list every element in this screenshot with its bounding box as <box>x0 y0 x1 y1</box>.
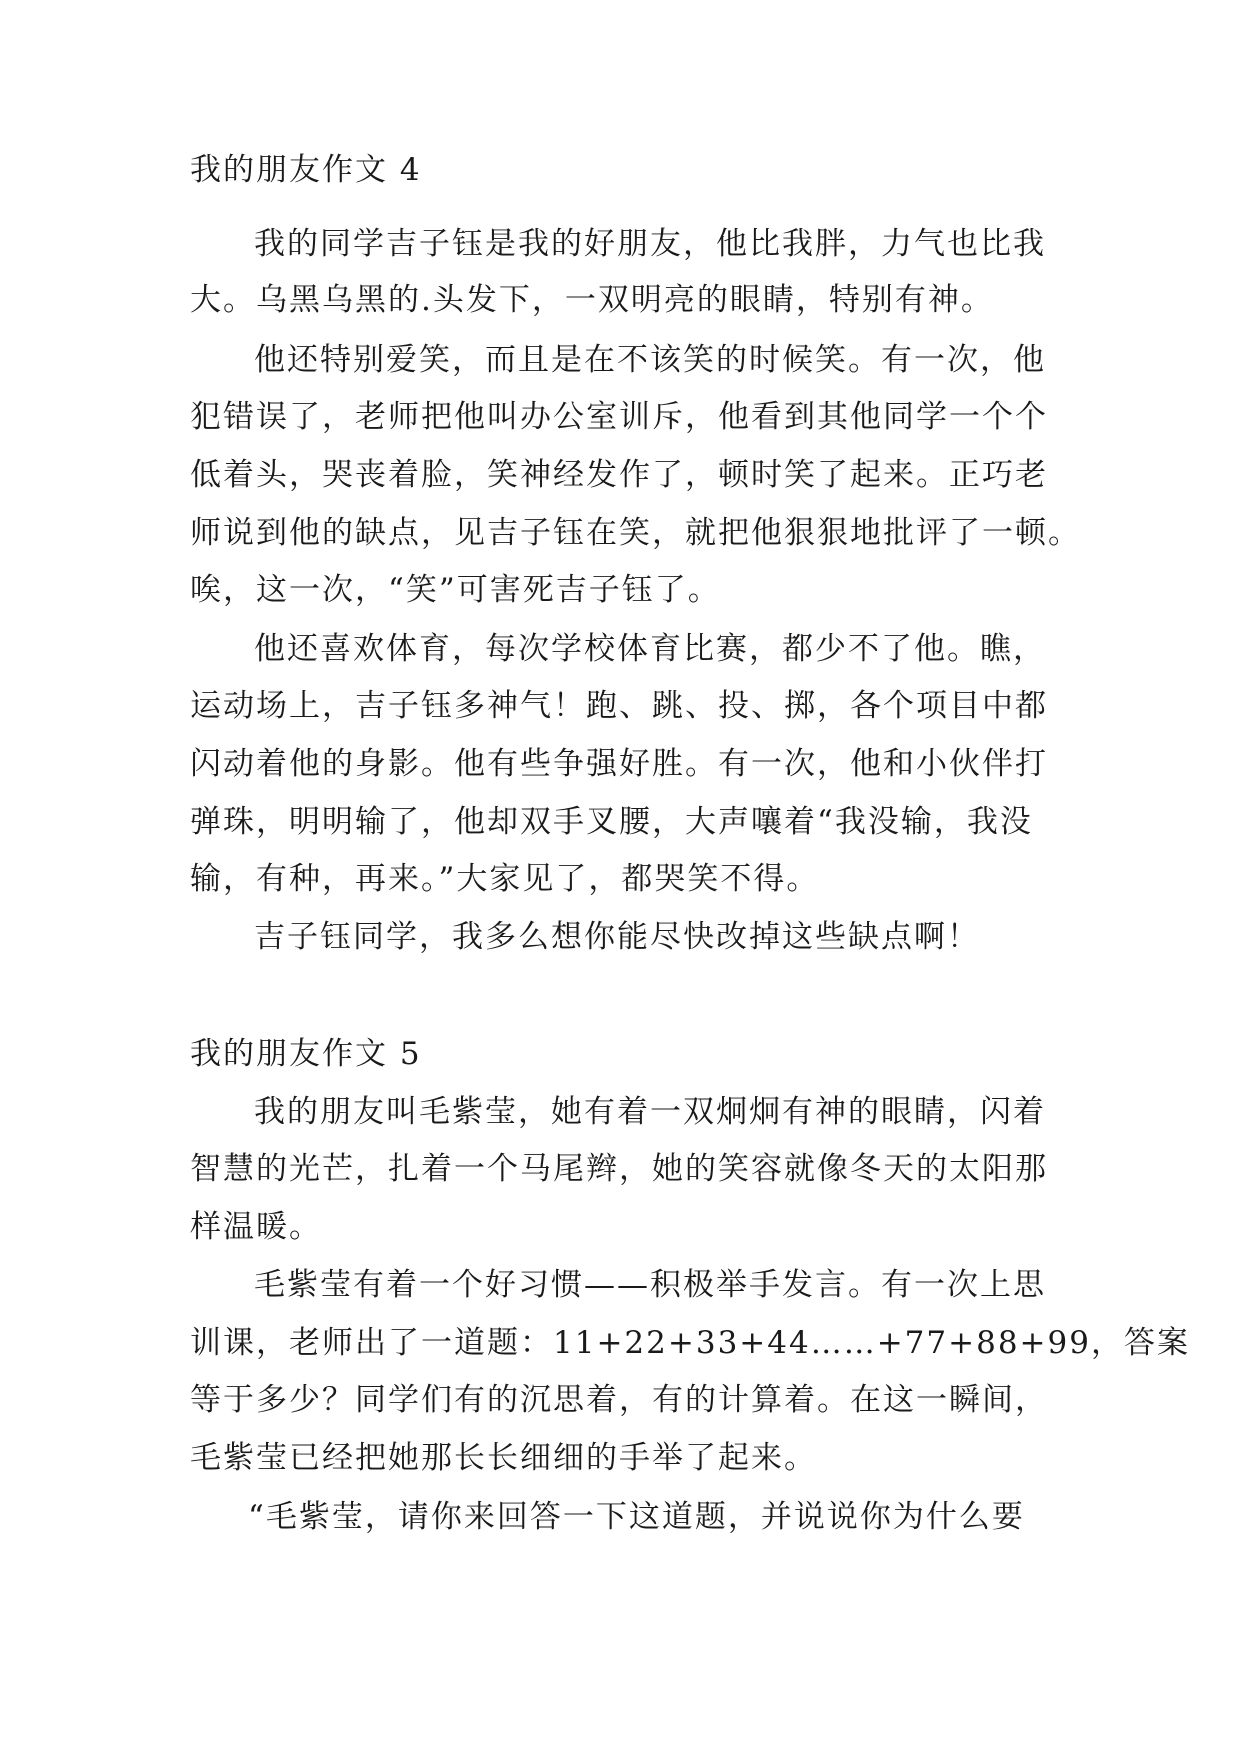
essay4-line: 弹珠，明明输了，他却双手叉腰，大声嚷着“我没输，我没 <box>190 804 1033 840</box>
essay5-line: 我的朋友叫毛紫莹，她有着一双炯炯有神的眼睛，闪着 <box>254 1094 1046 1130</box>
essay4-line: 输，有种，再来。”大家见了，都哭笑不得。 <box>190 861 820 897</box>
essay4-line: 我的同学吉子钰是我的好朋友，他比我胖，力气也比我 <box>254 226 1046 262</box>
essay4-line: 犯错误了，老师把他叫办公室训斥，他看到其他同学一个个 <box>190 399 1048 435</box>
essay4-line: 闪动着他的身影。他有些争强好胜。有一次，他和小伙伴打 <box>190 746 1048 782</box>
essay4-line: 他还特别爱笑，而且是在不该笑的时候笑。有一次，他 <box>254 342 1046 378</box>
essay4-line: 师说到他的缺点，见吉子钰在笑，就把他狠狠地批评了一顿。 <box>190 515 1081 551</box>
essay5-line: 智慧的光芒，扎着一个马尾辫，她的笑容就像冬天的太阳那 <box>190 1151 1048 1187</box>
essay4-line: 大。乌黑乌黑的.头发下，一双明亮的眼睛，特别有神。 <box>190 282 994 318</box>
essay5-line: 毛紫莹已经把她那长长细细的手举了起来。 <box>190 1440 817 1476</box>
essay4-title: 我的朋友作文 4 <box>190 152 422 188</box>
essay5-line: 样温暖。 <box>190 1209 322 1245</box>
essay5-title: 我的朋友作文 5 <box>190 1036 422 1072</box>
essay4-line: 他还喜欢体育，每次学校体育比赛，都少不了他。瞧， <box>254 631 1046 667</box>
essay4-line: 吉子钰同学，我多么想你能尽快改掉这些缺点啊！ <box>254 919 980 955</box>
essay4-line: 低着头，哭丧着脸，笑神经发作了，顿时笑了起来。正巧老 <box>190 457 1048 493</box>
essay5-line: 等于多少？同学们有的沉思着，有的计算着。在这一瞬间， <box>190 1382 1048 1418</box>
essay4-line: 运动场上，吉子钰多神气！跑、跳、投、掷，各个项目中都 <box>190 688 1048 724</box>
essay5-line: 毛紫莹有着一个好习惯——积极举手发言。有一次上思 <box>254 1267 1046 1303</box>
essay5-line: 训课，老师出了一道题：11+22+33+44……+77+88+99，答案 <box>190 1325 1190 1361</box>
essay5-line: “毛紫莹，请你来回答一下这道题，并说说你为什么要 <box>248 1499 1025 1535</box>
essay4-line: 唉，这一次，“笑”可害死吉子钰了。 <box>190 572 721 608</box>
